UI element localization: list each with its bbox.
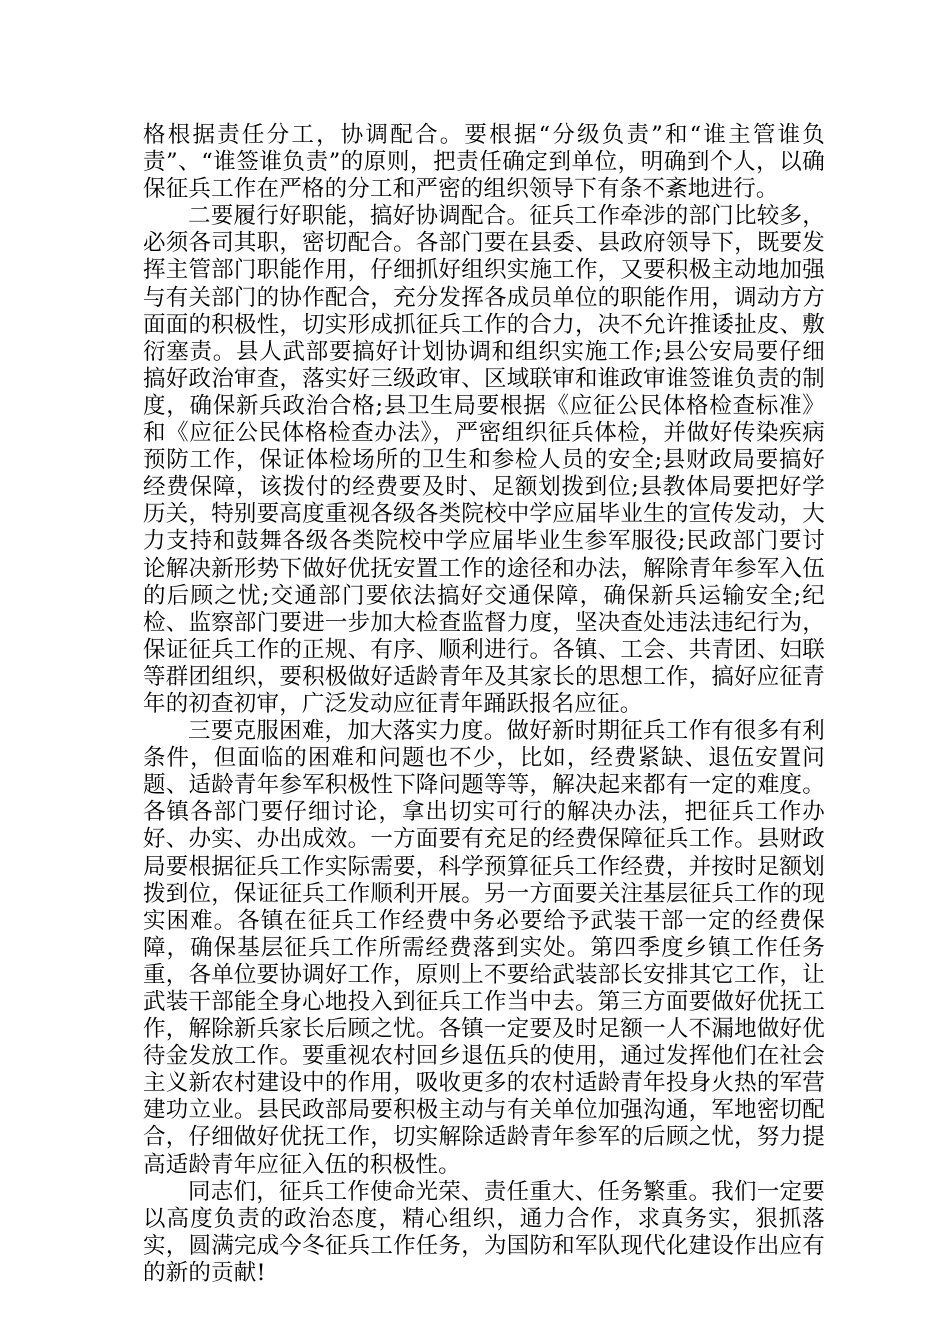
document-body — [143, 122, 825, 1287]
paragraph-continuation: 格根据责任分工，协调配合。要根据“分级负责”和“谁主管谁负责”、“谁签谁负责”的原则，把责任确定到单位，明确到个人，以确保征兵工作在严格的分工和严密的组织领导下有条不紊地进行。 — [143, 122, 825, 203]
paragraph-difficulties: 三要克服困难，加大落实力度。做好新时期征兵工作有很多有利条件，但面临的困难和问题也不少，比如，经费紧缺、退伍安置问题、适龄青年参军积极性下降问题等等，解决起来都有一定的难度。各镇各部门要仔细讨论，拿出切实可行的解决办法，把征兵工作办好、办实、办出成效。一方面要有充足的经费保障征兵工作。县财政局要根据征兵工作实际需要，科学预算征兵工作经费，并按时足额划拨到位，保证征兵工作顺利开展。另一方面要关注基层征兵工作的现实困难。各镇在征兵工作经费中务必要给予武装干部一定的经费保障，确保基层征兵工作所需经费落到实处。第四季度乡镇工作任务重，各单位要协调好工作，原则上不要给武装部长安排其它工作，让武装干部能全身心地投入到征兵工作当中去。第三方面要做好优抚工作，解除新兵家长后顾之忧。各镇一定要及时足额一人不漏地做好优待金发放工作。要重视农村回乡退伍兵的使用，通过发挥他们在社会主义新农村建设中的作用，吸收更多的农村适龄青年投身火热的军营建功立业。县民政部局要积极主动与有关单位加强沟通，军地密切配合，仔细做好优抚工作，切实解除适龄青年参军的后顾之忧，努力提高适龄青年应征入伍的积极性。 — [143, 718, 825, 1178]
paragraph-duties: 二要履行好职能，搞好协调配合。征兵工作牵涉的部门比较多，必须各司其职，密切配合。各部门要在县委、县政府领导下，既要发挥主管部门职能作用，仔细抓好组织实施工作，又要积极主动地加强与有关部门的协作配合，充分发挥各成员单位的职能作用，调动方方面面的积极性，切实形成抓征兵工作的合力，决不允许推诿扯皮、敷衍塞责。县人武部要搞好计划协调和组织实施工作;县公安局要仔细搞好政治审查，落实好三级政审、区域联审和谁政审谁签谁负责的制度，确保新兵政治合格;县卫生局要根据《应征公民体格检查标准》和《应征公民体格检查办法》，严密组织征兵体检，并做好传染疾病预防工作，保证体检场所的卫生和参检人员的安全;县财政局要搞好经费保障，该拨付的经费要及时、足额划拨到位;县教体局要把好学历关，特别要高度重视各级各类院校中学应届毕业生的宣传发动，大力支持和鼓舞各级各类院校中学应届毕业生参军服役;民政部门要讨论解决新形势下做好优抚安置工作的途径和办法，解除青年参军入伍的后顾之忧;交通部门要依法搞好交通保障，确保新兵运输安全;纪检、监察部门要进一步加大检查监督力度，坚决查处违法违纪行为，保证征兵工作的正规、有序、顺利进行。各镇、工会、共青团、妇联等群团组织，要积极做好适龄青年及其家长的思想工作，搞好应征青年的初查初审，广泛发动应征青年踊跃报名应征。 — [143, 203, 825, 717]
paragraph-closing: 同志们，征兵工作使命光荣、责任重大、任务繁重。我们一定要以高度负责的政治态度，精心组织，通力合作，求真务实，狠抓落实，圆满完成今冬征兵工作任务，为国防和军队现代化建设作出应有的新的贡献! — [143, 1178, 825, 1286]
